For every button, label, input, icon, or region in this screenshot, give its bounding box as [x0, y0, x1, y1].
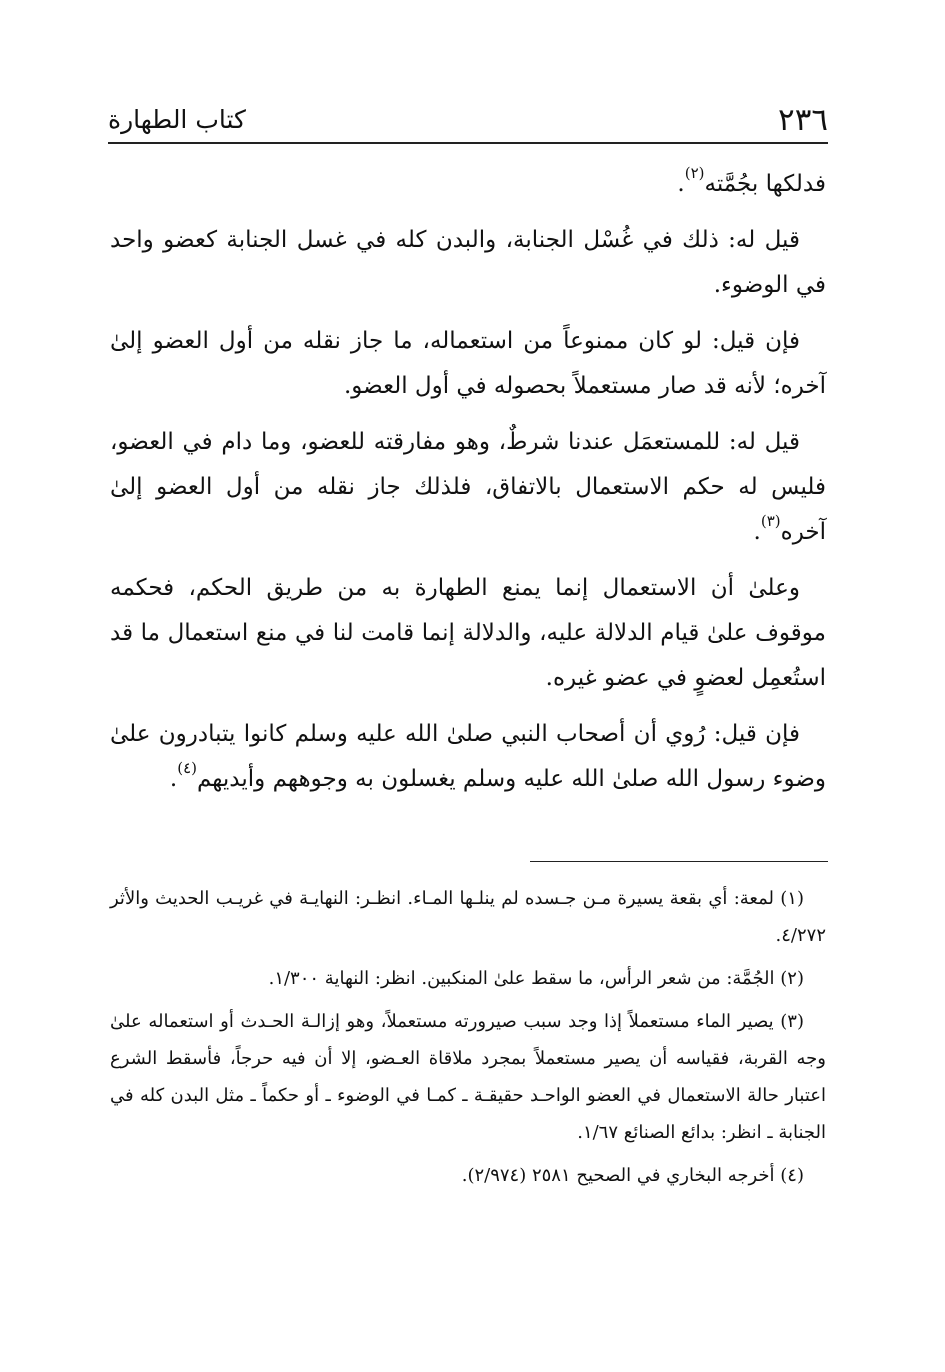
paragraph-4-text: قيل له: للمستعمَل عندنا شرطٌ، وهو مفارقته للعضو، وما دام في العضو، فليس له حكم الاستعمال بالاتفاق، فلذلك جاز نقله من أول العضو إلىٰ آخره: [110, 429, 826, 545]
footnote-ref-2: (٢): [684, 164, 705, 183]
paragraph-6: [110, 712, 826, 802]
paragraph-2: قيل له: ذلك في غُسْل الجنابة، والبدن كله في غسل الجنابة كعضو واحد في الوضوء.: [110, 227, 826, 298]
page-number: ٢٣٦: [778, 102, 828, 138]
footnote-2: (٢) الجُمَّة: من شعر الرأس، ما سقط علىٰ المنكبين. انظر: النهاية ١/٣٠٠.: [268, 968, 804, 989]
paragraph-4: [110, 420, 826, 555]
paragraph-1-text: فدلكها بجُمَّته: [704, 171, 826, 197]
paragraph-4-end: .: [753, 519, 761, 545]
footnote-4: (٤) أخرجه البخاري في الصحيح ٢٥٨١ (٢/٩٧٤).: [461, 1165, 804, 1186]
footnote-1: (١) لمعة: أي بقعة يسيرة مـن جـسده لم ينلـها المـاء. انظـر: النهايـة في غريـب الحديث والأثر ٤/٢٧٢.: [110, 888, 826, 946]
footnotes: [110, 880, 826, 1200]
main-text: [110, 162, 826, 813]
paragraph-5: وعلىٰ أن الاستعمال إنما يمنع الطهارة به من طريق الحكم، فحكمه موقوف علىٰ قيام الدلالة عليه، والدلالة إنما قامت لنا في منع استعمال ما قد استُعمِل لعضوٍ في عضو غيره.: [110, 575, 826, 691]
footnote-ref-4: (٤): [177, 759, 197, 778]
footnote-3: (٣) يصير الماء مستعملاً إذا وجد سبب صيرورته مستعملاً، وهو إزالـة الحـدث أو استعماله علىٰ وجه القربة، فقياسه أن يصير مستعملاً بمجرد ملاقاة العـضو، إلا أن فيه حرجاً، فأسقط الشرع اعتبار حالة الاستعمال في العضو الواحـد حقيقـة ـ كمـا في الوضوء ـ أو حكماً ـ مثل البدن كله في الجنابة ـ انظر: بدائع الصنائع ١/٦٧.: [110, 1011, 826, 1143]
book-title: كتاب الطهارة: [108, 105, 246, 134]
paragraph-1: [110, 162, 826, 207]
footnote-ref-3: (٣): [760, 512, 781, 531]
header-rule: [108, 142, 828, 144]
footnote-separator: [530, 861, 828, 862]
paragraph-1-end: .: [677, 171, 685, 197]
paragraph-6-end: .: [169, 766, 178, 792]
paragraph-6-text: فإن قيل: رُوي أن أصحاب النبي صلىٰ الله عليه وسلم كانوا يتبادرون علىٰ وضوء رسول الله صلىٰ الله عليه وسلم يغسلون به وجوههم وأيديهم: [110, 721, 826, 792]
page-header: [108, 96, 828, 140]
paragraph-3: فإن قيل: لو كان ممنوعاً من استعماله، ما جاز نقله من أول العضو إلىٰ آخره؛ لأنه قد صار مستعملاً بحصوله في أول العضو.: [110, 328, 826, 399]
